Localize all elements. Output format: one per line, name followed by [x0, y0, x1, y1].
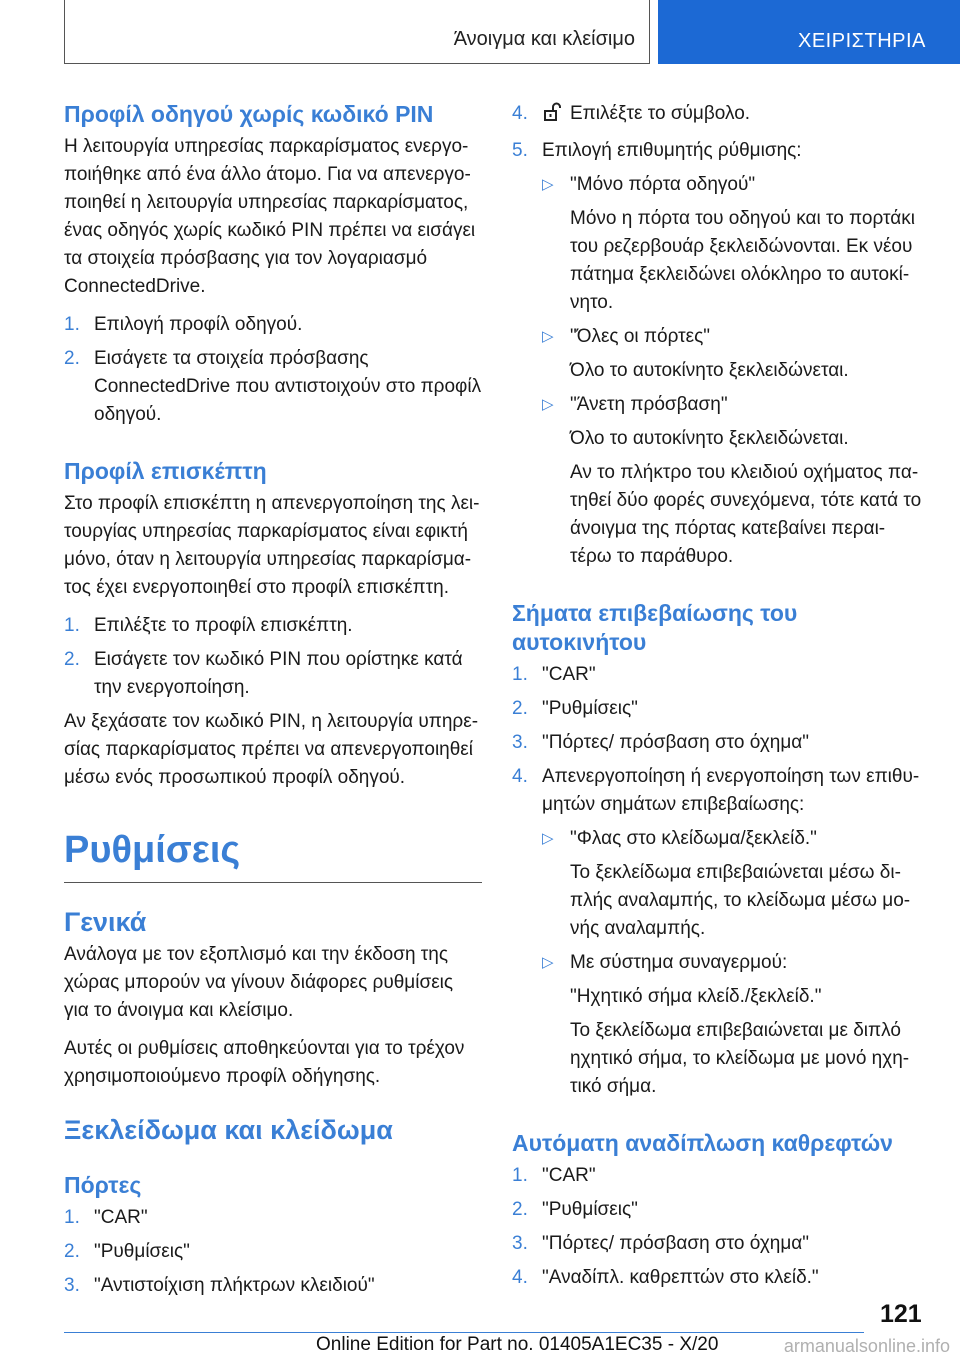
heading-confirmation-signals: Σήματα επιβεβαίωσης του αυτοκινήτου	[512, 600, 798, 655]
option-description: Μόνο η πόρτα του οδηγού και το πορτάκι του ρεζερβουάρ ξεκλειδώνονται. Εκ νέου πάτημα ξεκλειδώνει ολόκληρο το αυτοκί-νητο.	[570, 208, 915, 313]
step-text: "Αντιστοίχιση πλήκτρων κλειδιού"	[94, 1275, 375, 1296]
step-number: 2.	[512, 1199, 528, 1220]
step-text: "Πόρτες/ πρόσβαση στο όχημα"	[542, 732, 810, 753]
list-item	[512, 1230, 926, 1258]
step-number: 4.	[512, 103, 528, 124]
step-text: Εισάγετε τον κωδικό PIN που ορίστηκε κατά την ενεργοποίηση.	[94, 649, 463, 698]
option-driver-door: ▷ "Μόνο πόρτα οδηγού"	[512, 171, 926, 199]
option-description: Το ξεκλείδωμα επιβεβαιώνεται με διπλό ηχητικό σήμα, το κλείδωμα με μονό ηχη-τικό σήμα.	[570, 1020, 910, 1097]
step-number: 1.	[512, 664, 528, 685]
list-item	[64, 612, 482, 640]
heading-general: Γενικά	[64, 907, 147, 937]
list-item	[512, 1264, 926, 1292]
option-description: Όλο το αυτοκίνητο ξεκλειδώνεται.	[570, 360, 849, 381]
paragraph-no-pin: Η λειτουργία υπηρεσίας παρκαρίσματος ενεργο-ποιήθηκε από ένα άλλο άτομο. Για να απενεργο-ποιηθεί η λειτουργία υπηρεσίας παρκαρίσματος, ένας οδηγός χωρίς κωδικό PIN πρέπει να εισάγει τα στοιχεία πρόσβασης για τον λογαριασμό ConnectedDrive.	[64, 136, 476, 297]
step-text: "CAR"	[94, 1207, 148, 1228]
steps-guest	[64, 612, 482, 702]
left-column	[64, 100, 482, 1306]
bullet-triangle-icon: ▷	[542, 328, 554, 345]
steps-no-pin	[64, 311, 482, 429]
step-text: "Αναδίπλ. καθρεπτών στο κλείδ."	[542, 1267, 819, 1288]
step-text: "Ρυθμίσεις"	[542, 1199, 638, 1220]
page-number: 121	[880, 1300, 922, 1328]
list-item	[512, 1162, 926, 1190]
option-flash-lock: ▷ "Φλας στο κλείδωμα/ξεκλείδ."	[512, 825, 926, 853]
list-item	[512, 763, 926, 819]
list-item	[512, 695, 926, 723]
step-number: 1.	[512, 1165, 528, 1186]
heading-no-pin: Προφίλ οδηγού χωρίς κωδικό PIN	[64, 101, 434, 127]
paragraph-forgot-pin: Αν ξεχάσατε τον κωδικό PIN, η λειτουργία υπηρε-σίας παρκαρίσματος πρέπει να απενεργοποιηθεί μέσω ενός προσωπικού προφίλ οδηγού.	[64, 711, 479, 788]
step-text: "CAR"	[542, 1165, 596, 1186]
heading-settings: Ρυθμίσεις	[64, 826, 482, 883]
header-frame	[64, 0, 650, 64]
option-all-doors: ▷ "Όλες οι πόρτες"	[512, 323, 926, 351]
list-item	[64, 646, 482, 702]
footer-watermark: armanualsonline.info	[783, 1336, 950, 1356]
step-number: 2.	[512, 698, 528, 719]
bullet-triangle-icon: ▷	[542, 176, 554, 193]
step-number: 2.	[64, 649, 80, 670]
heading-mirror-folding: Αυτόματη αναδίπλωση καθρεφτών	[512, 1130, 893, 1156]
step-text: Επιλέξτε το προφίλ επισκέπτη.	[94, 615, 353, 636]
bullet-triangle-icon: ▷	[542, 396, 554, 413]
paragraph-guest: Στο προφίλ επισκέπτη η απενεργοποίηση της λει-τουργίας υπηρεσίας παρκαρίσματος είναι εφικτή μόνο, όταν η λειτουργία υπηρεσίας παρκαρίσμα-τος έχει ενεργοποιηθεί στο προφίλ επισκέπτη.	[64, 493, 480, 598]
step-number: 2.	[64, 1241, 80, 1262]
heading-unlock-lock: Ξεκλείδωμα και κλείδωμα	[64, 1115, 393, 1145]
step-number: 1.	[64, 1207, 80, 1228]
list-item	[64, 345, 482, 429]
step-number: 3.	[512, 732, 528, 753]
step-number: 2.	[64, 348, 80, 369]
option-comfort-access: ▷ "Άνετη πρόσβαση"	[512, 391, 926, 419]
step-number: 4.	[512, 1267, 528, 1288]
step-text: "Πόρτες/ πρόσβαση στο όχημα"	[542, 1233, 810, 1254]
chapter-title: Άνοιγμα και κλείσιμο	[453, 28, 635, 50]
footer-edition: Online Edition for Part no. 01405A1EC35 - X/20	[316, 1334, 719, 1355]
list-item	[512, 1196, 926, 1224]
step-text: "Ρυθμίσεις"	[542, 698, 638, 719]
step-number: 3.	[64, 1275, 80, 1296]
paragraph-general-2: Αυτές οι ρυθμίσεις αποθηκεύονται για το τρέχον χρησιμοποιούμενο προφίλ οδήγησης.	[64, 1038, 465, 1087]
step-text: Εισάγετε τα στοιχεία πρόσβασης ConnectedDrive που αντιστοιχούν στο προφίλ οδηγού.	[94, 348, 482, 425]
step-number: 3.	[512, 1233, 528, 1254]
step-number: 1.	[64, 314, 80, 335]
step-text: "CAR"	[542, 664, 596, 685]
steps-mirror	[512, 1162, 926, 1292]
list-item	[512, 100, 926, 131]
list-item	[64, 1238, 482, 1266]
bullet-triangle-icon: ▷	[542, 830, 554, 847]
bullet-triangle-icon: ▷	[542, 954, 554, 971]
option-description: Το ξεκλείδωμα επιβεβαιώνεται μέσω δι-πλής αναλαμπής, το κλείδωμα μέσω μο-νής αναλαμπής.	[570, 862, 911, 939]
right-column	[512, 100, 926, 1298]
option-description: Όλο το αυτοκίνητο ξεκλειδώνεται.	[570, 428, 849, 449]
option-description: Αν το πλήκτρο του κλειδιού οχήματος πα-τηθεί δύο φορές συνεχόμενα, τότε κατά το άνοιγμα της πόρτας κατεβαίνει περαι-τέρω το παράθυρο.	[570, 462, 922, 567]
heading-guest: Προφίλ επισκέπτη	[64, 458, 267, 484]
list-item	[64, 311, 482, 339]
step-number: 4.	[512, 766, 528, 787]
list-item	[64, 1272, 482, 1300]
step-text: Επιλέξτε το σύμβολο.	[570, 103, 751, 124]
steps-doors	[64, 1204, 482, 1300]
footer-divider	[64, 1332, 864, 1333]
option-alarm-system: ▷ Με σύστημα συναγερμού:	[512, 949, 926, 977]
step-number: 1.	[64, 615, 80, 636]
list-item	[512, 729, 926, 757]
step-text: Επιλογή προφίλ οδηγού.	[94, 314, 303, 335]
step-text: Απενεργοποίηση ή ενεργοποίηση των επιθυ-μητών σημάτων επιβεβαίωσης:	[542, 766, 920, 815]
heading-doors: Πόρτες	[64, 1172, 142, 1198]
unlock-icon	[542, 102, 562, 131]
step-text: "Ρυθμίσεις"	[94, 1241, 190, 1262]
list-item	[512, 661, 926, 689]
steps-doors-continued	[512, 100, 926, 165]
paragraph-general-1: Ανάλογα με τον εξοπλισμό και την έκδοση της χώρας μπορούν να γίνουν διάφορες ρυθμίσεις για το άνοιγμα και κλείσιμο.	[64, 944, 454, 1021]
steps-confirmation	[512, 661, 926, 819]
step-number: 5.	[512, 140, 528, 161]
option-sub-title: "Ηχητικό σήμα κλείδ./ξεκλείδ."	[570, 986, 822, 1007]
step-text: Επιλογή επιθυμητής ρύθμισης:	[542, 140, 802, 161]
section-tab: ΧΕΙΡΙΣΤΗΡΙΑ	[658, 0, 960, 64]
list-item	[512, 137, 926, 165]
list-item	[64, 1204, 482, 1232]
